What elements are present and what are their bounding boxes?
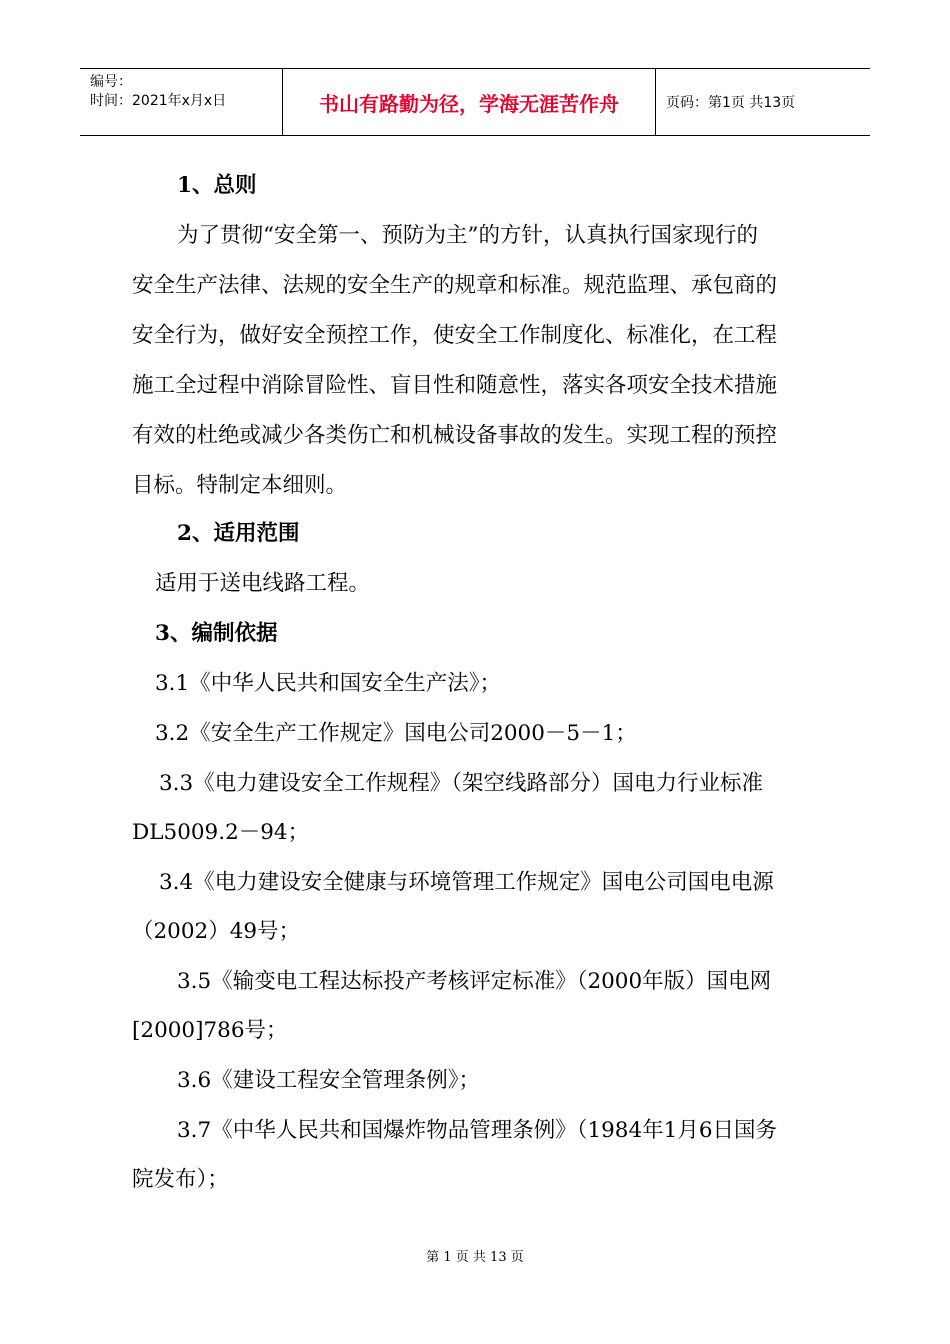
paragraph-1-line-3: 安全行为，做好安全预控工作，使安全工作制度化、标准化，在工程 <box>132 323 778 348</box>
section-1-heading: 1、总则 <box>177 173 257 198</box>
reference-3-4-line-2: （2002）49号； <box>132 919 301 944</box>
paragraph-1-line-6: 目标。特制定本细则。 <box>132 473 348 498</box>
reference-3-6: 3.6《建设工程安全管理条例》； <box>177 1068 480 1093</box>
reference-3-7-line-1: 3.7《中华人民共和国爆炸物品管理条例》（1984年1月6日国务 <box>177 1118 778 1143</box>
section-2-heading: 2、适用范围 <box>177 521 300 546</box>
reference-3-5-line-2: [2000]786号； <box>132 1018 288 1043</box>
header-meta <box>80 69 283 135</box>
header-motto: 书山有路勤为径，学海无涯苦作舟 <box>283 69 656 135</box>
number-label: 编号： <box>90 74 132 90</box>
reference-3-7-line-2: 院发布）； <box>132 1167 229 1192</box>
reference-3-1: 3.1《中华人民共和国安全生产法》； <box>155 671 501 696</box>
paragraph-1-line-5: 有效的杜绝或减少各类伤亡和机械设备事故的发生。实现工程的预控 <box>132 423 778 448</box>
paragraph-1-line-1: 为了贯彻“安全第一、预防为主”的方针，认真执行国家现行的 <box>177 223 758 248</box>
reference-3-5-line-1: 3.5《输变电工程达标投产考核评定标准》（2000年版）国电网 <box>177 969 772 994</box>
reference-3-3-line-2: DL5009.2－94； <box>132 820 310 845</box>
header-page-info: 页码：第1页 共13页 <box>666 95 796 111</box>
time-label: 时间：2021年x月x日 <box>90 93 227 109</box>
reference-3-3-line-1: 3.3《电力建设安全工作规程》（架空线路部分）国电力行业标准 <box>159 771 763 796</box>
paragraph-1-line-4: 施工全过程中消除冒险性、盲目性和随意性，落实各项安全技术措施 <box>132 373 778 398</box>
reference-3-2: 3.2《安全生产工作规定》国电公司2000－5－1； <box>155 721 637 746</box>
paragraph-1-line-2: 安全生产法律、法规的安全生产的规章和标准。规范监理、承包商的 <box>132 273 778 298</box>
page-footer: 第 1 页 共 13 页 <box>426 1250 524 1265</box>
section-2-text: 适用于送电线路工程。 <box>155 571 371 596</box>
section-3-heading: 3、编制依据 <box>155 621 278 646</box>
reference-3-4-line-1: 3.4《电力建设安全健康与环境管理工作规定》国电公司国电电源 <box>159 870 774 895</box>
document-header <box>80 68 870 136</box>
